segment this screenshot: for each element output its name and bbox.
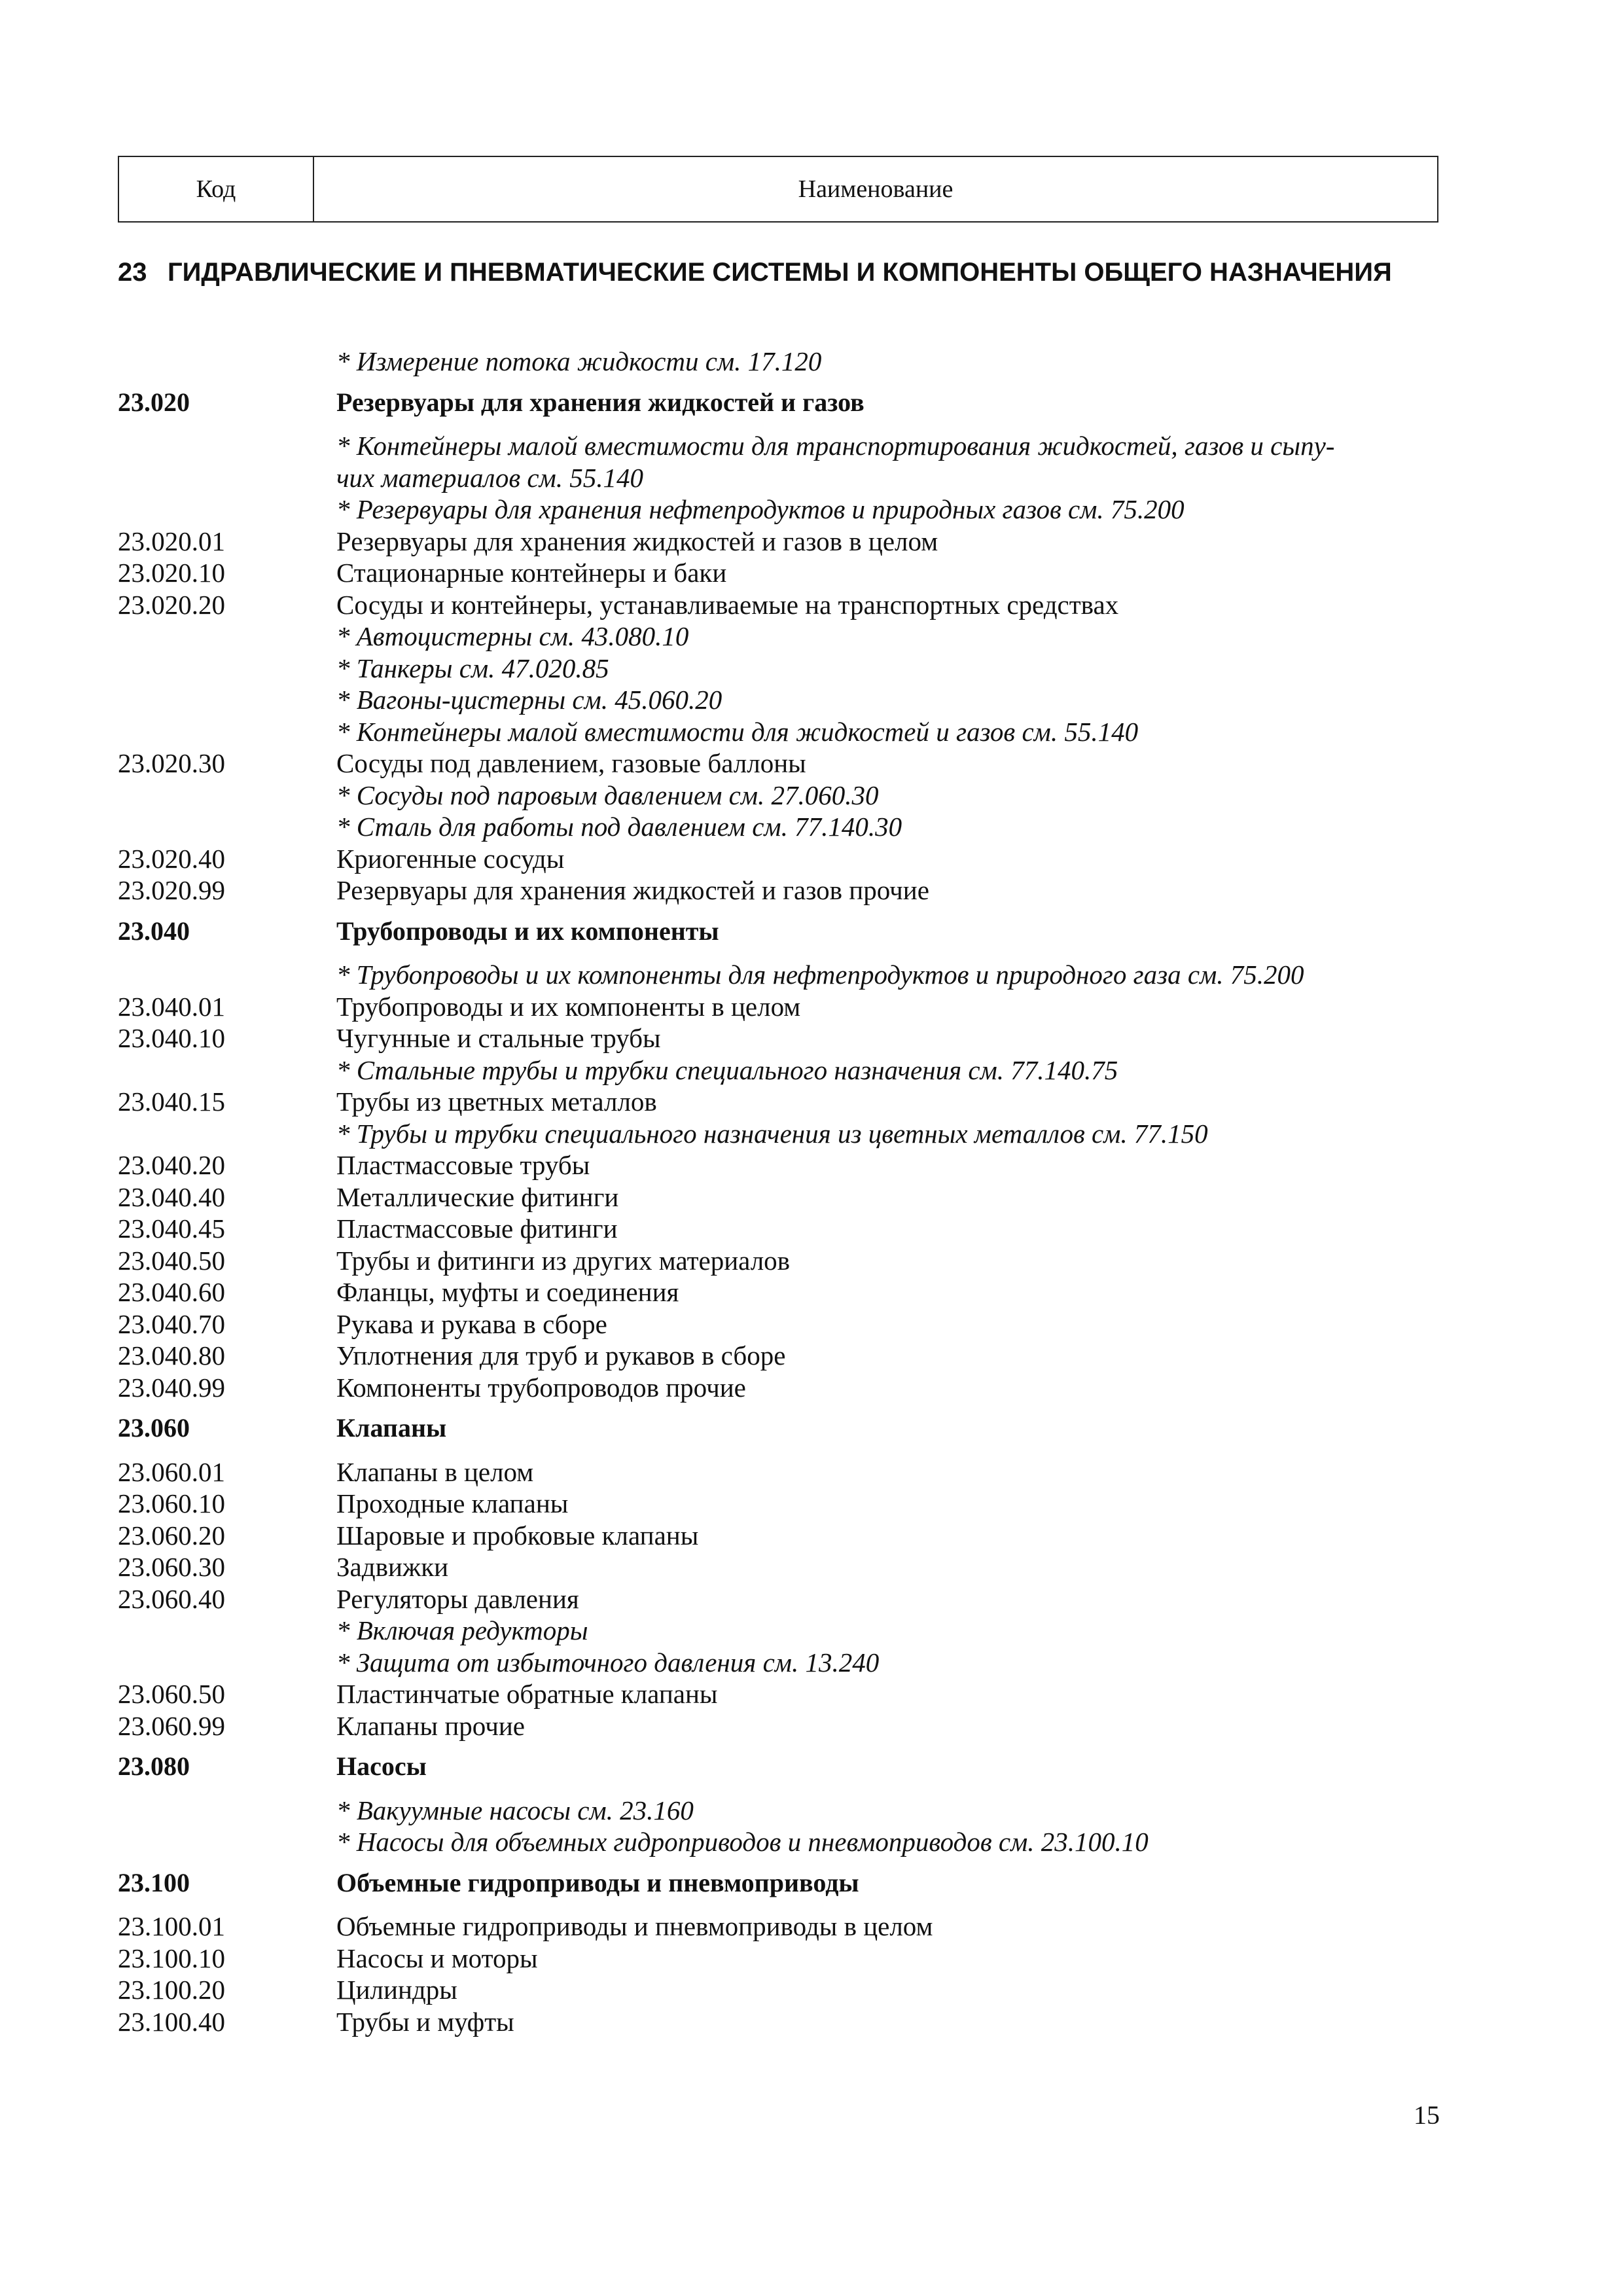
row-name: Трубопроводы и их компоненты в целом	[336, 991, 801, 1022]
row-code	[118, 493, 336, 526]
note-row	[118, 811, 1440, 843]
row-name: Пластмассовые трубы	[336, 1150, 590, 1180]
row-name: * Вакуумные насосы см. 23.160	[336, 1795, 694, 1825]
row-name: Задвижки	[336, 1552, 449, 1582]
row-name: Трубы и фитинги из других материалов	[336, 1245, 791, 1276]
table-row	[118, 1022, 1440, 1054]
column-header-code: Код	[119, 157, 314, 221]
row-code: 23.020.10	[118, 558, 225, 588]
table-row	[118, 1340, 1440, 1372]
row-code: 23.100.40	[118, 2006, 225, 2037]
page-number: 15	[1414, 2100, 1440, 2130]
table-row	[118, 1276, 1440, 1308]
row-code: 23.040.99	[118, 1372, 225, 1403]
row-name: * Танкеры см. 47.020.85	[336, 653, 609, 683]
row-name: Клапаны в целом	[336, 1456, 534, 1487]
row-name: Трубы и муфты	[336, 2006, 514, 2037]
note-row	[118, 1054, 1440, 1086]
row-code	[118, 1647, 336, 1679]
row-code: 23.040.10	[118, 1023, 225, 1053]
row-name: Насосы	[336, 1751, 427, 1781]
row-name: * Автоцистерны см. 43.080.10	[336, 621, 689, 651]
row-name: * Контейнеры малой вместимости для транспортирования жидкостей, газов и сыпу-	[336, 431, 1335, 461]
row-code	[118, 811, 336, 843]
section-number: 23	[118, 258, 147, 287]
section-heading	[118, 255, 1427, 289]
row-name: Сосуды и контейнеры, устанавливаемые на транспортных средствах	[336, 589, 1119, 620]
row-name: Стационарные контейнеры и баки	[336, 558, 727, 588]
note-row	[118, 430, 1440, 462]
row-name: Рукава и рукава в сборе	[336, 1308, 607, 1339]
row-name: * Измерение потока жидкости см. 17.120	[336, 346, 822, 376]
row-name: Металлические фитинги	[336, 1181, 619, 1212]
table-row	[118, 747, 1440, 780]
row-code: 23.060.30	[118, 1552, 225, 1582]
row-name: Уплотнения для труб и рукавов в сборе	[336, 1340, 786, 1371]
table-row	[118, 1245, 1440, 1277]
note-row	[118, 1615, 1440, 1647]
row-code: 23.100.01	[118, 1911, 225, 1941]
row-name: Шаровые и пробковые клапаны	[336, 1520, 699, 1551]
row-name: Проходные клапаны	[336, 1488, 569, 1518]
note-row	[118, 653, 1440, 685]
section-title: ГИДРАВЛИЧЕСКИЕ И ПНЕВМАТИЧЕСКИЕ СИСТЕМЫ И КОМПОНЕНТЫ ОБЩЕГО НАЗНАЧЕНИЯ	[168, 258, 1392, 287]
note-row	[118, 959, 1440, 991]
row-code	[118, 346, 336, 378]
row-name: * Контейнеры малой вместимости для жидкостей и газов см. 55.140	[336, 716, 1139, 747]
row-name: Клапаны	[336, 1413, 447, 1443]
row-name: * Трубопроводы и их компоненты для нефтепродуктов и природного газа см. 75.200	[336, 960, 1304, 990]
row-code: 23.020	[118, 387, 190, 417]
row-code	[118, 430, 336, 462]
note-row	[118, 716, 1440, 748]
table-row	[118, 1710, 1440, 1742]
group-heading-row	[118, 916, 1440, 948]
row-name: Регуляторы давления	[336, 1583, 579, 1614]
row-name: Насосы и моторы	[336, 1943, 538, 1973]
row-code: 23.060	[118, 1413, 190, 1443]
row-name: Резервуары для хранения жидкостей и газов в целом	[336, 526, 938, 556]
table-row	[118, 1308, 1440, 1340]
column-header-name: Наименование	[798, 175, 954, 203]
row-name: * Насосы для объемных гидроприводов и пневмоприводов см. 23.100.10	[336, 1827, 1149, 1857]
table-row	[118, 1974, 1440, 2006]
row-code: 23.040	[118, 916, 190, 946]
table-row	[118, 1149, 1440, 1181]
row-name: * Вагоны-цистерны см. 45.060.20	[336, 685, 722, 715]
row-name: Пластинчатые обратные клапаны	[336, 1679, 718, 1709]
row-code: 23.080	[118, 1751, 190, 1781]
row-code: 23.040.50	[118, 1245, 225, 1276]
table-row	[118, 1583, 1440, 1615]
row-code	[118, 1795, 336, 1827]
table-row	[118, 991, 1440, 1023]
row-name: Сосуды под давлением, газовые баллоны	[336, 748, 806, 778]
row-code: 23.040.80	[118, 1340, 225, 1371]
row-name: * Защита от избыточного давления см. 13.240	[336, 1647, 880, 1677]
group-heading-row	[118, 387, 1440, 419]
note-row	[118, 462, 1440, 494]
row-name: Криогенные сосуды	[336, 843, 565, 874]
row-name: Компоненты трубопроводов прочие	[336, 1372, 746, 1403]
row-name: Чугунные и стальные трубы	[336, 1023, 661, 1053]
table-row	[118, 1910, 1440, 1943]
row-name: Трубопроводы и их компоненты	[336, 916, 719, 946]
note-row	[118, 780, 1440, 812]
row-name: * Сосуды под паровым давлением см. 27.060.30	[336, 780, 879, 810]
row-code: 23.020.30	[118, 748, 225, 778]
note-row	[118, 493, 1440, 526]
row-name: * Стальные трубы и трубки специального назначения см. 77.140.75	[336, 1054, 1118, 1085]
row-code: 23.020.99	[118, 875, 225, 905]
table-row	[118, 874, 1440, 906]
row-name: Резервуары для хранения жидкостей и газов прочие	[336, 875, 929, 905]
row-code: 23.040.20	[118, 1150, 225, 1180]
row-name: Клапаны прочие	[336, 1710, 525, 1741]
table-row	[118, 1456, 1440, 1488]
row-code	[118, 716, 336, 748]
row-name: * Включая редукторы	[336, 1615, 588, 1645]
table-row	[118, 1181, 1440, 1213]
table-row	[118, 1213, 1440, 1245]
row-code: 23.020.01	[118, 526, 225, 556]
table-row	[118, 2006, 1440, 2038]
row-name: Объемные гидроприводы и пневмоприводы	[336, 1867, 859, 1897]
table-row	[118, 589, 1440, 621]
note-row	[118, 1647, 1440, 1679]
table-row	[118, 1488, 1440, 1520]
group-heading-row	[118, 1867, 1440, 1899]
table-row	[118, 843, 1440, 875]
row-name: Трубы из цветных металлов	[336, 1086, 657, 1117]
row-code: 23.040.01	[118, 991, 225, 1022]
row-name: Резервуары для хранения жидкостей и газов	[336, 387, 865, 417]
row-code	[118, 1826, 336, 1858]
row-code: 23.040.60	[118, 1277, 225, 1307]
row-name: * Трубы и трубки специального назначения из цветных металлов см. 77.150	[336, 1118, 1208, 1149]
row-name: Фланцы, муфты и соединения	[336, 1277, 679, 1307]
row-code: 23.020.20	[118, 589, 225, 620]
row-code: 23.100	[118, 1867, 190, 1897]
row-code: 23.040.45	[118, 1213, 225, 1244]
row-code	[118, 780, 336, 812]
row-code	[118, 959, 336, 991]
note-row	[118, 1826, 1440, 1858]
row-code	[118, 1118, 336, 1150]
note-row	[118, 346, 1440, 378]
row-code: 23.060.99	[118, 1710, 225, 1741]
row-code	[118, 684, 336, 716]
row-code: 23.100.20	[118, 1975, 225, 2005]
row-name: * Сталь для работы под давлением см. 77.140.30	[336, 812, 902, 842]
table-row	[118, 1678, 1440, 1710]
group-heading-row	[118, 1751, 1440, 1783]
row-code	[118, 620, 336, 653]
table-row	[118, 1943, 1440, 1975]
table-row	[118, 1520, 1440, 1552]
row-code	[118, 1054, 336, 1086]
note-row	[118, 1118, 1440, 1150]
row-code: 23.060.20	[118, 1520, 225, 1551]
row-code: 23.040.70	[118, 1308, 225, 1339]
table-row	[118, 1551, 1440, 1583]
row-name: Пластмассовые фитинги	[336, 1213, 618, 1244]
row-code: 23.040.40	[118, 1181, 225, 1212]
row-code: 23.020.40	[118, 843, 225, 874]
row-code: 23.040.15	[118, 1086, 225, 1117]
row-code: 23.100.10	[118, 1943, 225, 1973]
column-header-table	[118, 156, 1438, 223]
row-name: Объемные гидроприводы и пневмоприводы в целом	[336, 1911, 933, 1941]
table-row	[118, 526, 1440, 558]
table-row	[118, 1086, 1440, 1118]
row-code: 23.060.01	[118, 1456, 225, 1487]
row-name: Цилиндры	[336, 1975, 457, 2005]
note-row	[118, 684, 1440, 716]
table-row	[118, 557, 1440, 589]
row-code: 23.060.50	[118, 1679, 225, 1709]
note-row	[118, 1795, 1440, 1827]
group-heading-row	[118, 1412, 1440, 1444]
row-code	[118, 462, 336, 494]
table-row	[118, 1372, 1440, 1404]
row-name: * Резервуары для хранения нефтепродуктов и природных газов см. 75.200	[336, 494, 1185, 524]
row-code: 23.060.40	[118, 1583, 225, 1614]
note-row	[118, 620, 1440, 653]
row-code: 23.060.10	[118, 1488, 225, 1518]
classification-list	[118, 346, 1440, 2037]
row-code	[118, 1615, 336, 1647]
row-code	[118, 653, 336, 685]
row-name: чих материалов см. 55.140	[336, 462, 644, 493]
